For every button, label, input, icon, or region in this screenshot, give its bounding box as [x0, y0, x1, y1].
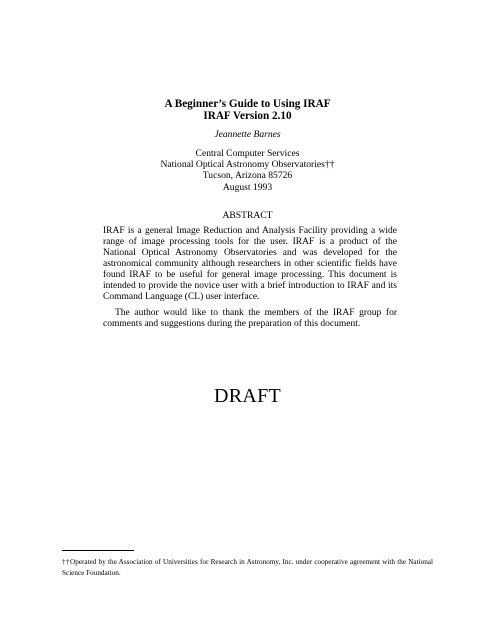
affiliation-address: Tucson, Arizona 85726: [202, 170, 293, 182]
acknowledgment-paragraph: The author would like to thank the members of the IRAF group for comments and suggestions during the preparation of this document.: [103, 308, 397, 329]
affiliation-organization: National Optical Astronomy Observatories††: [160, 159, 335, 171]
author-name: Jeannette Barnes: [214, 129, 281, 140]
abstract-paragraph: IRAF is a general Image Reduction and Analysis Facility providing a wide range of image processing tools for the user. IRAF is a product of the National Optical Astronomy Observatories and was developed for the astronomical community although researchers in other scientific fields have found IRAF to be useful for general image processing. This document is intended to provide the novice user with a brief introduction to IRAF and its Command Language (CL) user interface.: [103, 226, 397, 302]
footnote-divider: [62, 550, 134, 551]
document-title: [0, 98, 495, 122]
title-line-2: IRAF Version 2.10: [203, 110, 292, 122]
affiliation-department: Central Computer Services: [195, 148, 300, 159]
author-affiliation: [0, 148, 495, 193]
affiliation-date: August 1993: [222, 181, 273, 193]
footnote: ††Operated by the Association of Universities for Research in Astronomy, Inc. under cooperative agreement with the National Science Foundation.: [62, 558, 433, 577]
draft-watermark: DRAFT: [213, 385, 282, 407]
title-line-1: A Beginner’s Guide to Using IRAF: [164, 98, 331, 110]
abstract-heading: ABSTRACT: [222, 210, 273, 221]
abstract-body: [103, 226, 397, 330]
